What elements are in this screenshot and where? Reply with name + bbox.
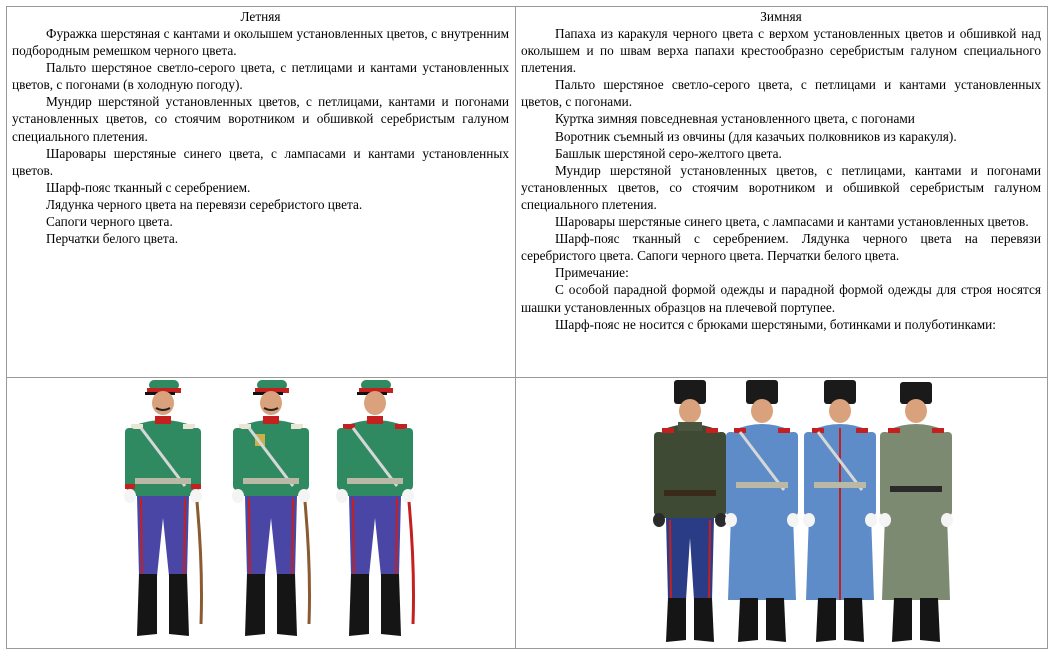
summer-tunic-item: Мундир шерстяной установленных цветов, с петлицами, кантами и погонами установленных цветов, со стоячим воротником и обшивкой серебристым галуном специального плетения. — [12, 94, 509, 144]
winter-collar-item: Воротник съемный из овчины (для казачьих полковников из каракуля). — [555, 128, 957, 144]
winter-image-cell — [516, 377, 1048, 648]
winter-sash-note: Шарф-пояс не носится с брюками шерстяными, ботинками и полуботинками: — [555, 316, 996, 332]
summer-uniform-figure — [117, 378, 207, 646]
summer-text-cell — [7, 7, 516, 378]
winter-trousers-item: Шаровары шерстяные синего цвета, с лампасами и кантами установленных цветов. — [555, 214, 1029, 230]
text-row — [7, 7, 1048, 378]
summer-coat-item: Пальто шерстяное светло-серого цвета, с петлицами и кантами установленных цветов, с погонами (в холодную погоду). — [12, 60, 509, 93]
summer-image-cell — [7, 377, 516, 648]
winter-accessories-item: Шарф-пояс тканный с серебрением. Лядунка черного цвета на перевязи серебристого цвета. Сапоги черного цвета. Перчатки белого цвета. — [521, 231, 1041, 264]
winter-papakha-item: Папаха из каракуля черного цвета с верхом установленных цветов и обшивкой над околышем и по швам верха папахи крестообразно серебристым галуном специального плетения. — [521, 26, 1041, 76]
summer-pouch-item: Лядунка черного цвета на перевязи серебристого цвета. — [46, 196, 363, 212]
winter-note-label: Примечание: — [555, 265, 629, 281]
winter-text-cell — [516, 7, 1048, 378]
summer-figures — [7, 378, 515, 648]
summer-cap-item: Фуражка шерстяная с кантами и околышем установленных цветов, с внутренним подбородным ремешком черного цвета. — [12, 26, 509, 59]
summer-gloves-item: Перчатки белого цвета. — [46, 231, 179, 247]
winter-tunic-item: Мундир шерстяной установленных цветов, с петлицами, кантами и погонами установленных цветов, со стоячим воротником и обшивкой серебристым галуном специального плетения. — [521, 162, 1041, 212]
winter-heading: Зимняя — [760, 9, 802, 24]
winter-figures — [516, 378, 1047, 648]
image-row — [7, 377, 1048, 648]
winter-uniform-figure — [652, 378, 732, 648]
summer-heading: Летняя — [240, 9, 281, 24]
winter-bashlyk-item: Башлык шерстяной серо-желтого цвета. — [555, 145, 782, 161]
winter-note-text: С особой парадной формой одежды и парадной формой одежды для строя носятся шашки установленных образцов на плечевой портупее. — [521, 282, 1041, 315]
winter-jacket-item: Куртка зимняя повседневная установленного цвета, с погонами — [555, 111, 915, 127]
summer-uniform-figure — [225, 378, 315, 646]
winter-uniform-figure — [878, 378, 958, 648]
summer-trousers-item: Шаровары шерстяные синего цвета, с лампасами и кантами установленных цветов. — [12, 145, 509, 178]
summer-uniform-figure — [329, 378, 419, 646]
uniform-table — [6, 6, 1048, 649]
winter-uniform-figure — [724, 378, 804, 648]
summer-boots-item: Сапоги черного цвета. — [46, 214, 173, 230]
summer-sash-item: Шарф-пояс тканный с серебрением. — [46, 179, 251, 195]
winter-uniform-figure — [802, 378, 882, 648]
winter-coat-item: Пальто шерстяное светло-серого цвета, с петлицами и кантами установленных цветов, с погонами. — [521, 77, 1041, 110]
